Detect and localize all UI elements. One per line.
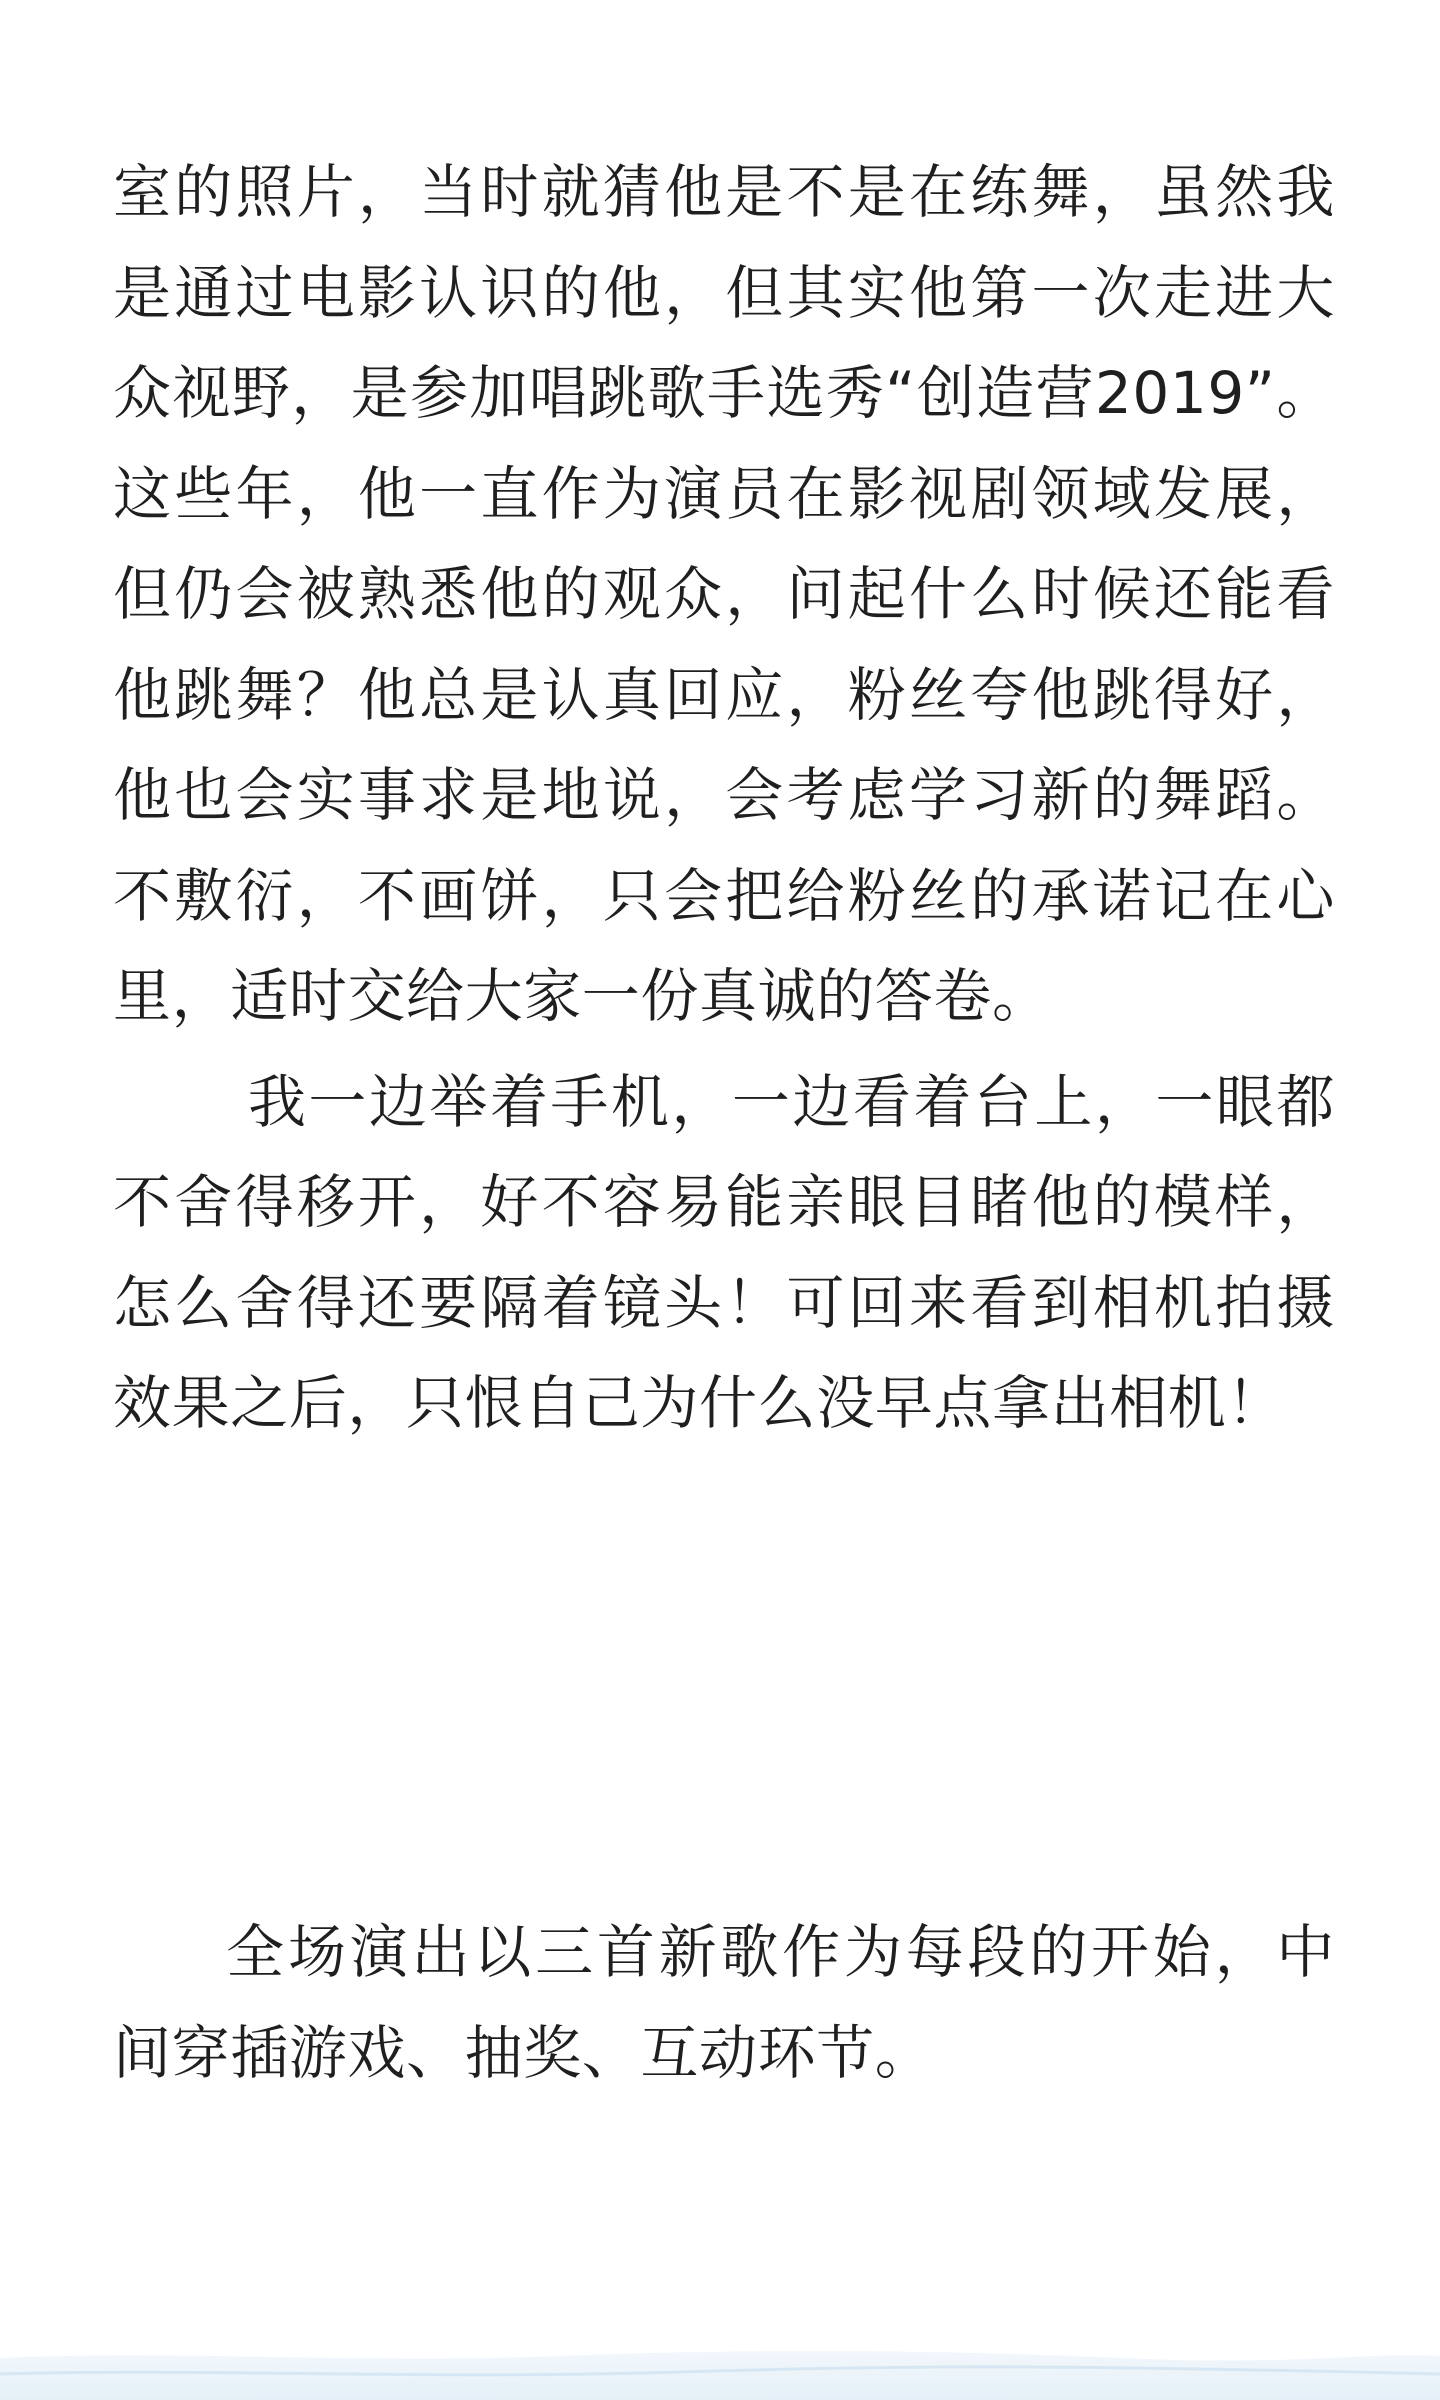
paragraph-text: 我一边举着手机，一边看着台上，一眼都不舍得移开，好不容易能亲眼目睹他的模样，怎么舍得还要隔着镜头！可回来看到相机拍摄效果之后，只恨自己为什么没早点拿出相机！ bbox=[113, 1067, 1335, 1437]
paragraph-text: 全场演出以三首新歌作为每段的开始，中间穿插游戏、抽奖、互动环节。 bbox=[113, 1918, 1335, 2087]
paragraph-watching-stage bbox=[113, 1052, 1335, 1454]
paragraph-text: 室的照片，当时就猜他是不是在练舞，虽然我是通过电影认识的他，但其实他第一次走进大众视野，是参加唱跳歌手选秀“创造营2019”。这些年，他一直作为演员在影视剧领域发展，但仍会被熟悉他的观众，问起什么时候还能看他跳舞？他总是认真回应，粉丝夸他跳得好，他也会实事求是地说，会考虑学习新的舞蹈。不敷衍，不画饼，只会把给粉丝的承诺记在心里，适时交给大家一份真诚的答卷。 bbox=[113, 158, 1335, 1030]
decorative-bottom-band bbox=[0, 2348, 1440, 2400]
brush-stroke-decoration bbox=[0, 2348, 1440, 2400]
paragraph-fan-promise bbox=[113, 142, 1335, 1047]
paragraph-show-structure bbox=[113, 1902, 1335, 2103]
article-body bbox=[113, 142, 1335, 2087]
